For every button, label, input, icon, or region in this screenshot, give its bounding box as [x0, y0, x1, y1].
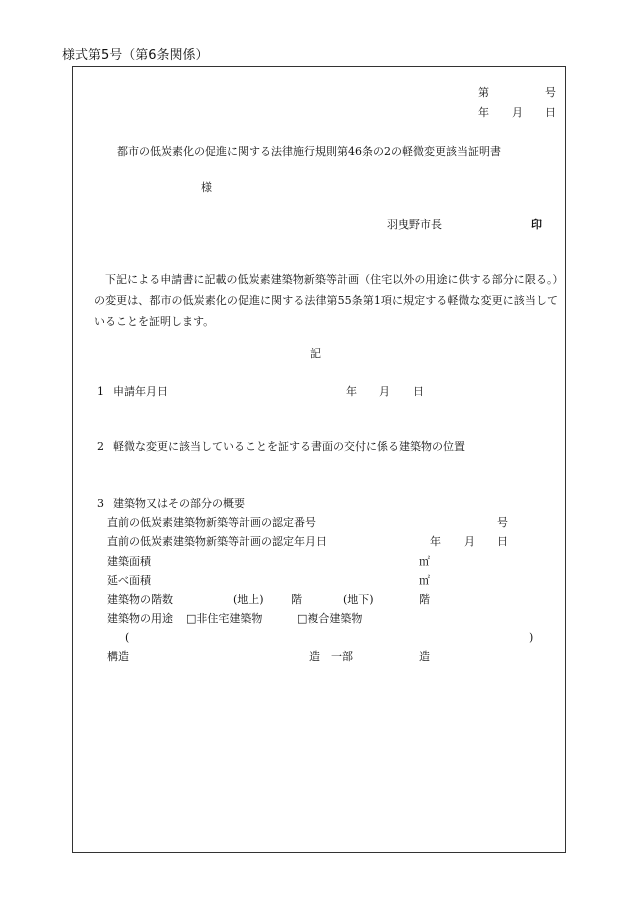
item-1-month: 月 [379, 385, 390, 398]
below-ground-label: (地下) [343, 593, 374, 606]
below-ground-floor-unit: 階 [419, 593, 430, 606]
item-1-label: 申請年月日 [113, 385, 168, 398]
issue-date-day: 日 [545, 106, 556, 119]
mixed-use-checkbox[interactable]: □複合建築物 [297, 612, 363, 625]
previous-cert-month: 月 [464, 535, 475, 548]
ki-heading: 記 [310, 347, 321, 360]
document-number-prefix: 第 [478, 86, 489, 99]
addressee-honorific: 様 [201, 181, 212, 194]
structure-partial-suffix: 造 [419, 650, 430, 663]
item-1-year: 年 [346, 385, 357, 398]
item-3-label: 建築物又はその部分の概要 [113, 497, 245, 510]
statement-line-3: 当していることを証明します。 [94, 294, 559, 328]
structure-label: 構造 [107, 650, 129, 663]
issue-date-year: 年 [478, 106, 489, 119]
certification-statement [94, 269, 558, 332]
use-detail-paren-open: ( [125, 631, 130, 644]
form-number-label: 様式第5号（第6条関係） [62, 48, 209, 63]
certificate-frame [72, 66, 566, 853]
structure-main-suffix: 造 [309, 650, 320, 663]
building-area-label: 建築面積 [107, 555, 151, 568]
building-use-label: 建築物の用途 [107, 612, 173, 625]
previous-cert-day: 日 [497, 535, 508, 548]
issue-date-month: 月 [512, 106, 523, 119]
item-2-number: 2 [97, 440, 104, 453]
document-number-suffix: 号 [545, 86, 556, 99]
total-floor-area-label: 延べ面積 [107, 574, 151, 587]
non-residential-checkbox[interactable]: □非住宅建築物 [186, 612, 263, 625]
number-of-floors-label: 建築物の階数 [107, 593, 173, 606]
certificate-title: 都市の低炭素化の促進に関する法律施行規則第46条の2の軽微変更該当証明書 [117, 145, 501, 158]
use-detail-paren-close: ) [529, 631, 534, 644]
above-ground-label: (地上) [233, 593, 264, 606]
previous-cert-number-suffix: 号 [497, 516, 508, 529]
structure-partial-label: 一部 [331, 650, 353, 663]
statement-line-1: 下記による申請書に記載の低炭素建築物新築等計画（住宅以外の用途に供する部分に限 [105, 273, 536, 286]
previous-cert-year: 年 [430, 535, 441, 548]
above-ground-floor-unit: 階 [291, 593, 302, 606]
total-floor-area-unit: ㎡ [419, 574, 430, 587]
statement-line-2: る。）の変更は、都市の低炭素化の促進に関する法律第55条第1項に規定する軽微な変更に該 [94, 273, 559, 307]
seal-mark: 印 [531, 218, 542, 231]
item-1-number: 1 [97, 385, 104, 398]
previous-cert-number-label: 直前の低炭素建築物新築等計画の認定番号 [107, 516, 316, 529]
previous-cert-date-label: 直前の低炭素建築物新築等計画の認定年月日 [107, 535, 327, 548]
item-3-number: 3 [97, 497, 104, 510]
item-2-label: 軽微な変更に該当していることを証する書面の交付に係る建築物の位置 [113, 440, 465, 453]
building-area-unit: ㎡ [419, 555, 430, 568]
item-1-day: 日 [413, 385, 424, 398]
issuer-name: 羽曳野市長 [387, 218, 442, 231]
